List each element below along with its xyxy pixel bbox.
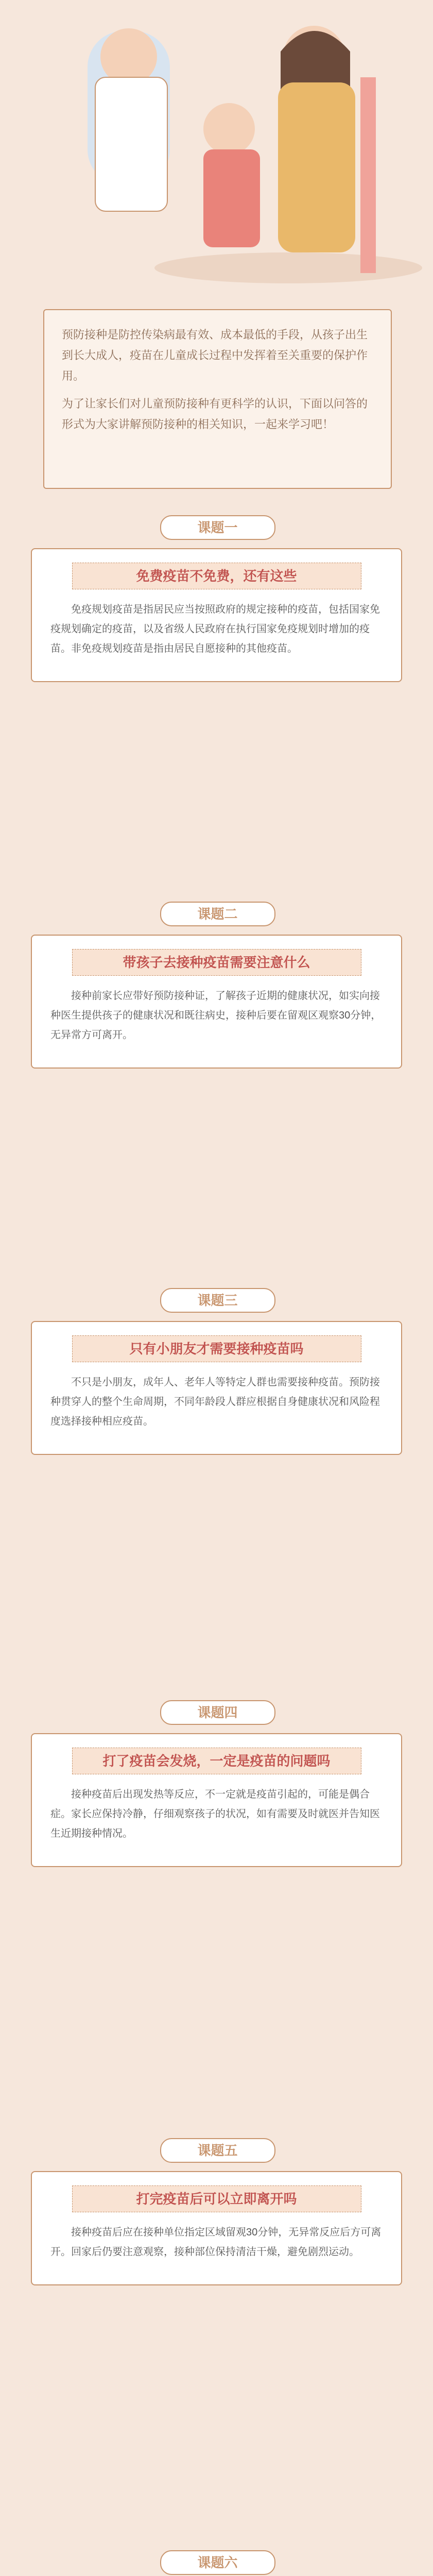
- lecture-section-1: [31, 515, 402, 682]
- lecture-title: 只有小朋友才需要接种疫苗吗: [72, 1335, 361, 1362]
- lecture-title: 带孩子去接种疫苗需要注意什么: [72, 949, 361, 976]
- lecture-section-4: [31, 1700, 402, 1867]
- intro-box: [43, 309, 392, 489]
- lecture-tag: 课题四: [197, 1705, 238, 1720]
- lecture-title: 打了疫苗会发烧，一定是疫苗的问题吗: [72, 1748, 361, 1774]
- lecture-section-6: [31, 2550, 402, 2576]
- lecture-tag: 课题六: [197, 2555, 238, 2570]
- lecture-tag: 课题二: [197, 906, 238, 922]
- intro-paragraph-2: 为了让家长们对儿童预防接种有更科学的认识，下面以问答的形式为大家讲解预防接种的相关知识，一起来学习吧！: [62, 397, 368, 431]
- lecture-body: 免疫规划疫苗是指居民应当按照政府的规定接种的疫苗，包括国家免疫规划确定的疫苗，以及省级人民政府在执行国家免疫规划时增加的疫苗。非免疫规划疫苗是指由居民自愿接种的其他疫苗。: [50, 604, 380, 654]
- lecture-section-5: [31, 2138, 402, 2285]
- lecture-tag: 课题三: [197, 1293, 238, 1308]
- lecture-tag: 课题一: [197, 520, 238, 535]
- lecture-body: 接种前家长应带好预防接种证，了解孩子近期的健康状况，如实向接种医生提供孩子的健康状况和既往病史，接种后要在留观区观察30分钟，无异常方可离开。: [50, 990, 382, 1041]
- intro-paragraph-1: 预防接种是防控传染病最有效、成本最低的手段，从孩子出生到长大成人，疫苗在儿童成长过程中发挥着至关重要的保护作用。: [62, 328, 368, 382]
- lecture-title: 打完疫苗后可以立即离开吗: [72, 2185, 361, 2212]
- lecture-section-2: [31, 902, 402, 1069]
- lecture-section-3: [31, 1288, 402, 1455]
- lecture-body: 接种疫苗后出现发热等反应，不一定就是疫苗引起的，可能是偶合症。家长应保持冷静，仔细观察孩子的状况，如有需要及时就医并告知医生近期接种情况。: [50, 1789, 380, 1839]
- hero-illustration: [0, 0, 433, 291]
- doctor-child-illustration: [0, 0, 433, 291]
- lecture-tag: 课题五: [197, 2143, 238, 2158]
- lecture-body: 不只是小朋友，成年人、老年人等特定人群也需要接种疫苗。预防接种贯穿人的整个生命周期，不同年龄段人群应根据自身健康状况和风险程度选择接种相应疫苗。: [50, 1377, 380, 1427]
- lecture-body: 接种疫苗后应在接种单位指定区域留观30分钟，无异常反应后方可离开。回家后仍要注意观察，接种部位保持清洁干燥，避免剧烈运动。: [50, 2227, 382, 2258]
- lecture-title: 免费疫苗不免费，还有这些: [72, 563, 361, 589]
